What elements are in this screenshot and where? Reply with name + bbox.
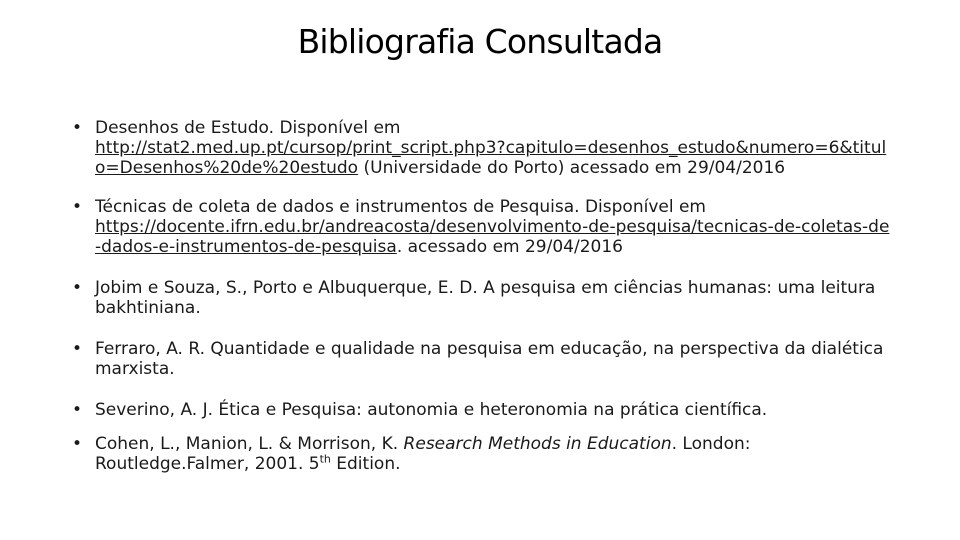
reference-link[interactable]: http://stat2.med.up.pt/cursop/print_script.php3?capitulo=desenhos_estudo&numero=6&titulo=Desenhos%20de%20estudo bbox=[95, 138, 887, 178]
reference-link[interactable]: https://docente.ifrn.edu.br/andreacosta/desenvolvimento-de-pesquisa/tecnicas-de-coletas-de-dados-e-instrumentos-de-pesquisa bbox=[95, 217, 890, 257]
reference-item bbox=[72, 400, 892, 420]
reference-item bbox=[72, 278, 892, 318]
reference-item bbox=[72, 339, 892, 379]
bullet-icon: • bbox=[72, 118, 83, 138]
bullet-icon: • bbox=[72, 400, 83, 420]
reference-text: . acessado em 29/04/2016 bbox=[396, 237, 623, 257]
reference-text: Ferraro, A. R. Quantidade e qualidade na pesquisa em educação, na perspectiva da dialética marxista. bbox=[95, 339, 884, 379]
slide-title: Bibliografia Consultada bbox=[297, 22, 663, 61]
reference-text: Cohen, L., Manion, L. & Morrison, K. bbox=[95, 434, 404, 454]
reference-text: . London: Routledge.Falmer, 2001. 5 bbox=[95, 434, 751, 474]
reference-text: Jobim e Souza, S., Porto e Albuquerque, E. D. A pesquisa em ciências humanas: uma leitura bakhtiniana. bbox=[95, 278, 876, 318]
reference-text: (Universidade do Porto) acessado em 29/04/2016 bbox=[358, 158, 786, 178]
reference-item bbox=[72, 434, 892, 474]
book-title: Research Methods in Education bbox=[403, 434, 672, 454]
reference-text: Edition. bbox=[330, 454, 401, 474]
reference-text: Severino, A. J. Ética e Pesquisa: autonomia e heteronomia na prática científica. bbox=[95, 400, 768, 420]
bullet-icon: • bbox=[72, 197, 83, 217]
reference-text: Técnicas de coleta de dados e instrumentos de Pesquisa. Disponível em bbox=[95, 197, 706, 217]
reference-item bbox=[72, 118, 892, 178]
reference-list bbox=[72, 118, 892, 474]
reference-item bbox=[72, 197, 892, 257]
bullet-icon: • bbox=[72, 278, 83, 298]
bullet-icon: • bbox=[72, 434, 83, 454]
edition-superscript: th bbox=[319, 452, 331, 466]
bullet-icon: • bbox=[72, 339, 83, 359]
reference-text: Desenhos de Estudo. Disponível em bbox=[95, 118, 401, 138]
